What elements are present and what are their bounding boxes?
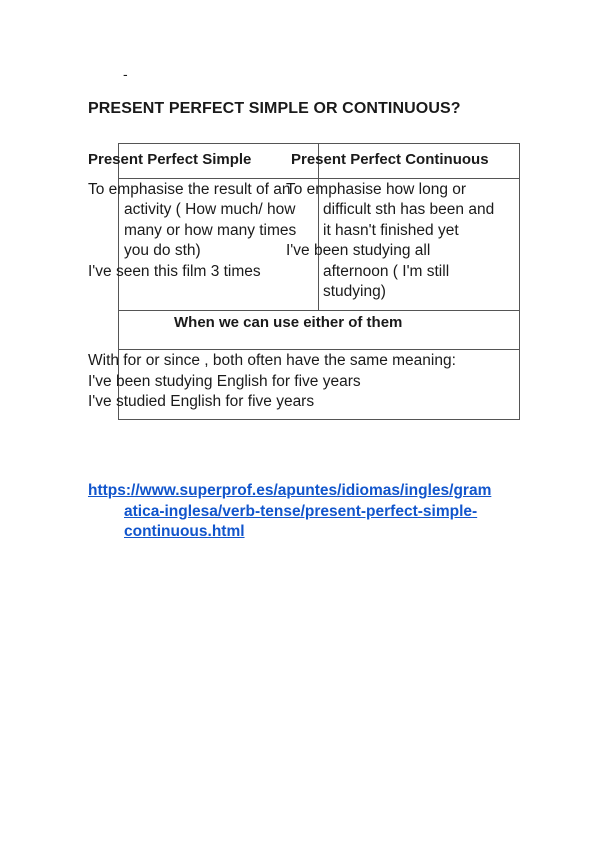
col2-line: To emphasise how long or — [286, 181, 467, 198]
link-line-1[interactable]: https://www.superprof.es/apuntes/idiomas/ingles/gram — [88, 482, 492, 499]
col2-line: it hasn't finished yet — [323, 222, 459, 239]
table-right-border — [519, 143, 520, 419]
col1-line: you do sth) — [124, 242, 201, 259]
col1-line: many or how many times — [124, 222, 297, 239]
col2-line: afternoon ( I'm still — [323, 263, 450, 280]
either-line: With for or since , both often have the same meaning: — [88, 352, 456, 369]
row-border-1 — [118, 310, 520, 311]
col1-header: Present Perfect Simple — [88, 151, 252, 168]
reference-link[interactable] — [88, 481, 538, 543]
col2-line: I've been studying all — [286, 242, 431, 259]
column-divider — [318, 143, 319, 310]
col1-line: activity ( How much/ how — [124, 201, 296, 218]
table-bottom-border — [118, 419, 520, 420]
either-line: I've studied English for five years — [88, 393, 315, 410]
header-row-border — [118, 178, 520, 179]
link-line-3[interactable]: continuous.html — [124, 523, 245, 540]
stray-dash: - — [123, 66, 128, 82]
col2-line: studying) — [323, 283, 386, 300]
col1-line: I've seen this film 3 times — [88, 263, 261, 280]
page-title: PRESENT PERFECT SIMPLE OR CONTINUOUS? — [88, 100, 461, 117]
col1-line: To emphasise the result of an — [88, 181, 291, 198]
either-header: When we can use either of them — [174, 314, 403, 331]
link-line-2[interactable]: atica-inglesa/verb-tense/present-perfect-simple- — [124, 502, 478, 520]
table-top-border — [118, 143, 520, 144]
row-border-2 — [118, 349, 520, 350]
col2-header: Present Perfect Continuous — [291, 151, 489, 168]
either-line: I've been studying English for five years — [88, 373, 361, 390]
col2-line: difficult sth has been and — [323, 201, 495, 218]
